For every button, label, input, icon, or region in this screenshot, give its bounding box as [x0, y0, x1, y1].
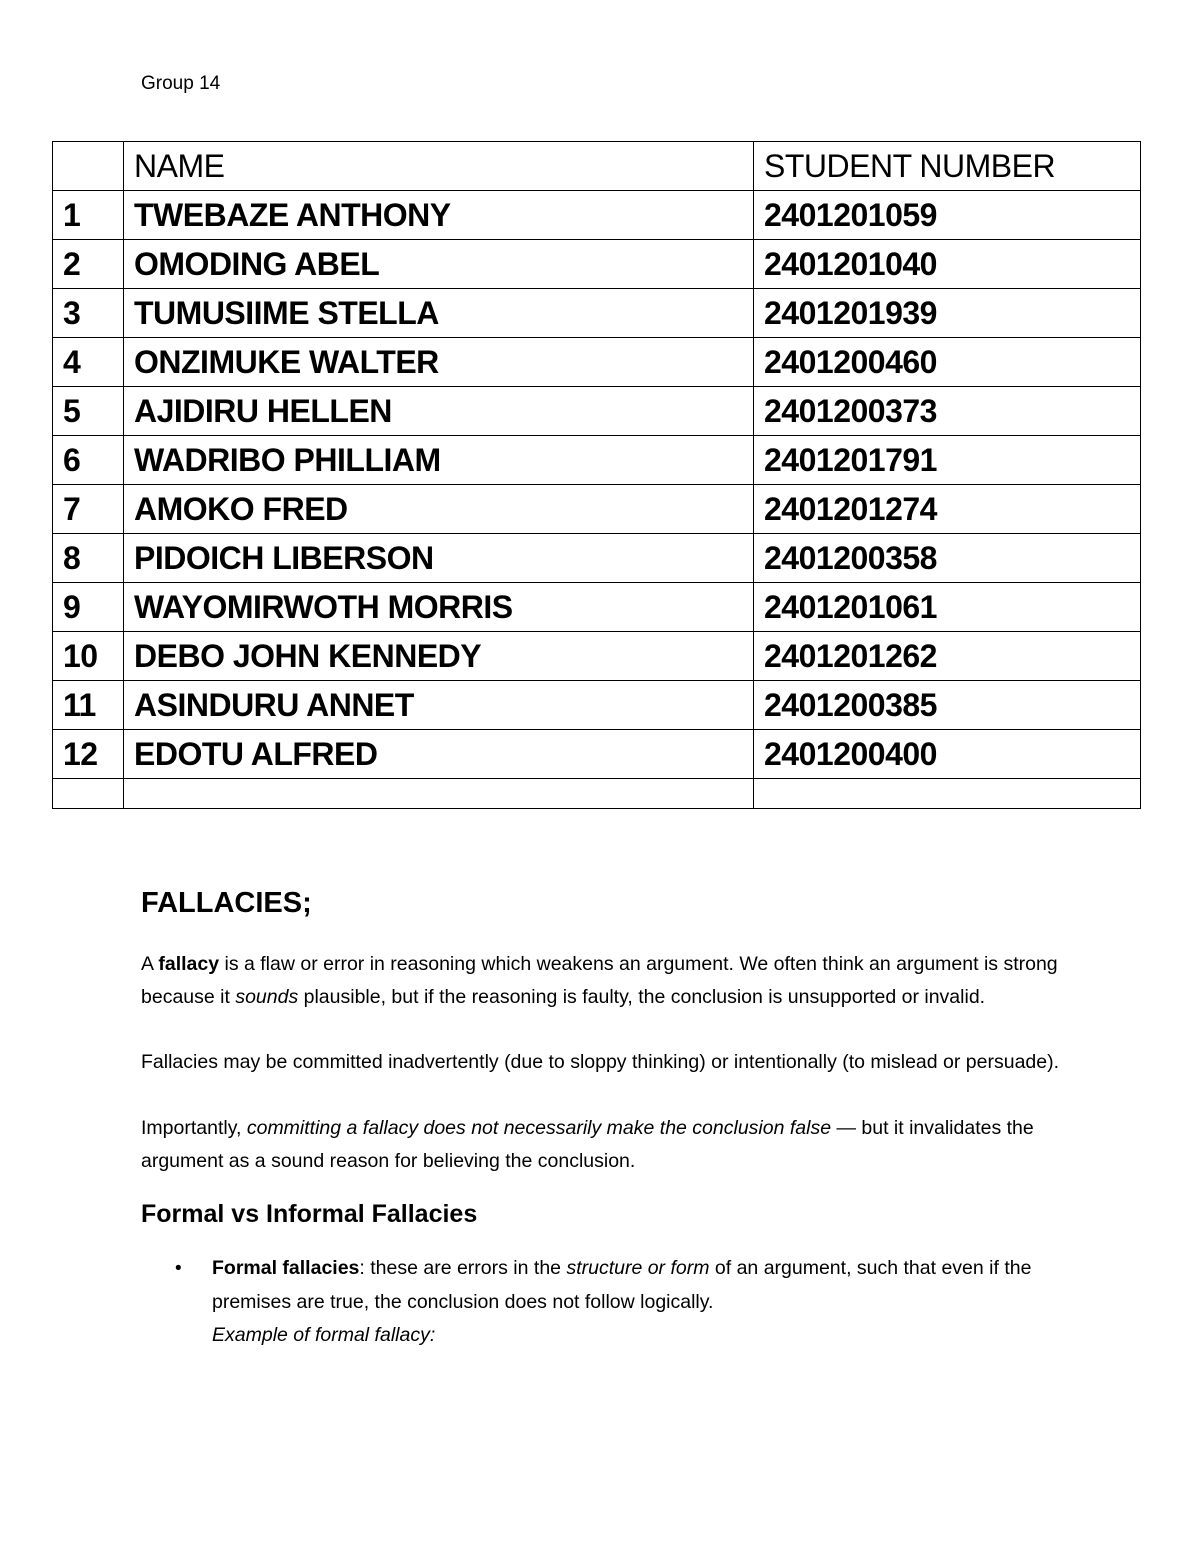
fallacies-heading: FALLACIES; [141, 887, 312, 919]
table-row [53, 289, 1141, 338]
column-header-name: NAME [124, 142, 754, 191]
sounds-emphasis: sounds [235, 985, 299, 1008]
row-number: 5 [53, 387, 124, 436]
row-number: 3 [53, 289, 124, 338]
text-span: of an argument, such that even if the premises are true, the conclusion does not follow logically. [212, 1257, 1032, 1313]
member-name: AJIDIRU HELLEN [124, 387, 754, 436]
conclusion-emphasis: committing a fallacy does not necessarily make the conclusion false [246, 1117, 832, 1139]
student-number: 2401201791 [754, 436, 1141, 485]
student-number: 2401200460 [754, 338, 1141, 387]
student-number: 2401201274 [754, 485, 1141, 534]
empty-cell [754, 779, 1141, 809]
row-number: 1 [53, 191, 124, 240]
formal-informal-heading: Formal vs Informal Fallacies [141, 1200, 478, 1228]
student-number: 2401200358 [754, 534, 1141, 583]
row-number: 7 [53, 485, 124, 534]
table-row [53, 338, 1141, 387]
text-span: A [141, 953, 159, 975]
row-number: 12 [53, 730, 124, 779]
text-span: is a flaw or error in reasoning which weakens an argument. We often think an argument is strong because it [141, 953, 1058, 1008]
row-number: 11 [53, 681, 124, 730]
text-span: : these are errors in the [359, 1257, 567, 1279]
list-item [141, 1252, 1071, 1353]
row-number: 4 [53, 338, 124, 387]
student-number: 2401201262 [754, 632, 1141, 681]
student-number: 2401201040 [754, 240, 1141, 289]
student-number: 2401201059 [754, 191, 1141, 240]
bullet-icon: • [175, 1258, 182, 1279]
row-number: 10 [53, 632, 124, 681]
table-row [53, 583, 1141, 632]
formal-fallacy-example-label: Example of formal fallacy: [212, 1324, 436, 1346]
group-label: Group 14 [141, 73, 221, 94]
table-row [53, 387, 1141, 436]
member-name: WADRIBO PHILLIAM [124, 436, 754, 485]
member-name: OMODING ABEL [124, 240, 754, 289]
table-row [53, 436, 1141, 485]
table-row [53, 534, 1141, 583]
member-name: AMOKO FRED [124, 485, 754, 534]
row-number: 6 [53, 436, 124, 485]
table-row [53, 632, 1141, 681]
table-row [53, 485, 1141, 534]
member-name: WAYOMIRWOTH MORRIS [124, 583, 754, 632]
formal-fallacies-term: Formal fallacies [212, 1257, 360, 1279]
table-row [53, 681, 1141, 730]
fallacy-term: fallacy [158, 953, 220, 975]
row-number: 2 [53, 240, 124, 289]
column-header-number [53, 142, 124, 191]
table-row [53, 191, 1141, 240]
fallacy-commission-paragraph: Fallacies may be committed inadvertently (due to sloppy thinking) or intentionally (to mislead or persuade). [141, 1051, 1060, 1073]
fallacy-importance-paragraph [141, 1112, 1081, 1177]
column-header-student-number: STUDENT NUMBER [754, 142, 1141, 191]
member-name: DEBO JOHN KENNEDY [124, 632, 754, 681]
members-table [52, 141, 1141, 809]
student-number: 2401200385 [754, 681, 1141, 730]
student-number: 2401201061 [754, 583, 1141, 632]
text-span: Importantly, [141, 1117, 247, 1139]
structure-emphasis: structure or form [566, 1257, 710, 1279]
empty-cell [53, 779, 124, 809]
member-name: ONZIMUKE WALTER [124, 338, 754, 387]
table-header-row [53, 142, 1141, 191]
member-name: TWEBAZE ANTHONY [124, 191, 754, 240]
text-span: — but it invalidates the argument as a sound reason for believing the conclusion. [141, 1117, 1034, 1172]
empty-table-row [53, 779, 1141, 809]
student-number: 2401200373 [754, 387, 1141, 436]
member-name: EDOTU ALFRED [124, 730, 754, 779]
empty-cell [124, 779, 754, 809]
text-span: plausible, but if the reasoning is faulty, the conclusion is unsupported or invalid. [298, 985, 986, 1008]
row-number: 9 [53, 583, 124, 632]
table-row [53, 240, 1141, 289]
row-number: 8 [53, 534, 124, 583]
member-name: ASINDURU ANNET [124, 681, 754, 730]
student-number: 2401200400 [754, 730, 1141, 779]
member-name: TUMUSIIME STELLA [124, 289, 754, 338]
table-row [53, 730, 1141, 779]
fallacy-definition-paragraph [141, 948, 1081, 1013]
student-number: 2401201939 [754, 289, 1141, 338]
member-name: PIDOICH LIBERSON [124, 534, 754, 583]
fallacy-types-list [141, 1252, 1071, 1353]
